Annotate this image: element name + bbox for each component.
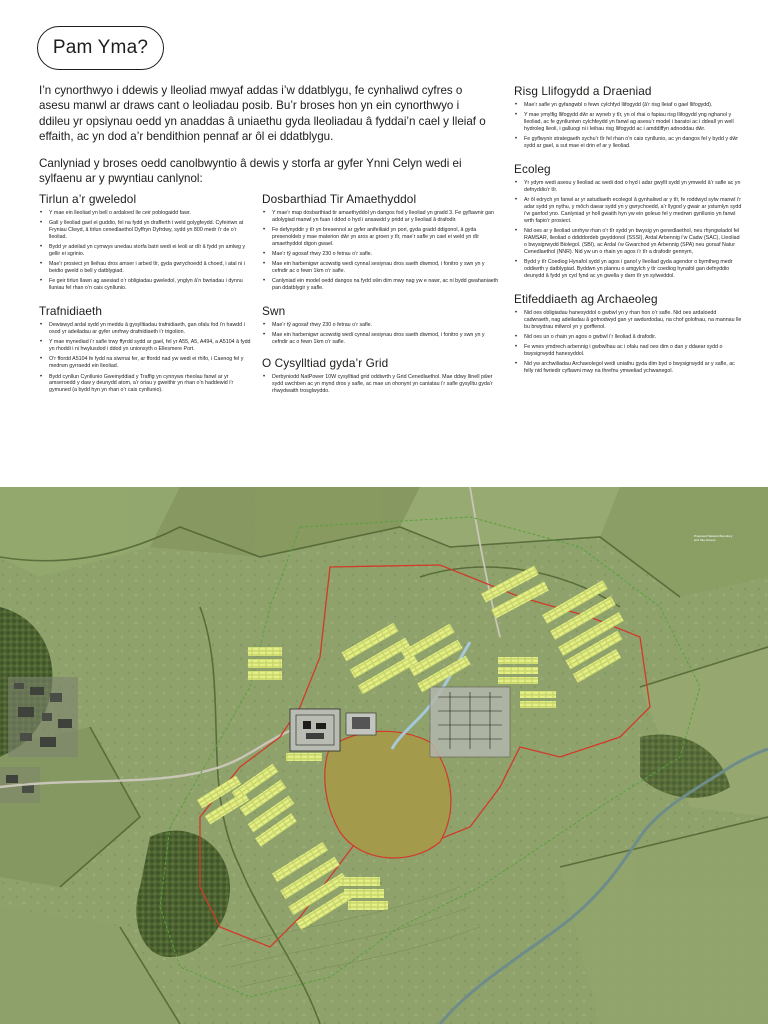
list-item: • Mae’r prosiect yn lleihau dros amser i arbed tîr, gyda gwrychoedd â choed, i atal ni i beidio gweld o bell y datblygiad.: [39, 261, 251, 275]
section-trafnidiaeth: [39, 304, 251, 394]
section-risg: [514, 84, 742, 150]
bullet-list: [39, 322, 251, 394]
list-item: • Mae’r tŷ agosaf rhwy 230 o fetrau o’r safle.: [262, 322, 500, 329]
page-title: Pam Yma?: [37, 26, 164, 70]
list-item: • Fe gyflwynir strategaeth sychu’r tîr fel rhan o’n cais cynllunio, ac yn dangos fel y bydd y dŵr sydd ar gael, a sut mae ei drin ef ar y lleoliad.: [514, 136, 742, 150]
section-heading: Tirlun a’r gweledol: [39, 192, 137, 206]
list-item: • Bydd yr adeilad yn cymwys unedau storfa batri wedi ei leoli ar dîr â fydd yn amlwg y gellir ei sgrinio.: [39, 244, 251, 258]
list-item: • Yr ydym wedi asesu y lleoliad ac wedi dod o hyd i adar gwyllt sydd yn ymweld â’r safle ac yn defnyddio’r tîr.: [514, 180, 742, 194]
section-heading: Risg Llifogydd a Draeniad: [514, 84, 652, 98]
list-item: • Dewiswyd ardal sydd yn meddu â gysylltiadau trafnidiaeth, gan ofalu fod i’n hawdd i osod yr adeiladau ar gyfer unrhwy drafnidiaeth i’r trigolion.: [39, 322, 251, 336]
list-item: • Nid yw archwiliadau Archaeolegol wedi uniathu gyda dim byd o bwysigrwydd ar y safle, ac felly nid fwriedir cyflawni mwy na threfnu ymweliad ychwanegol.: [514, 361, 742, 375]
list-item: • Nid oes un o rhain yn agos o gwbwl i’r lleoliad â drafodir.: [514, 334, 742, 341]
section-heading: Trafnidiaeth: [39, 304, 103, 319]
list-item: • Derbyniodd NatPower 10W cysylltiad grid oddiwrth y Grid Cenedlaethol. Mae ddwy llinell pŵer sydd uwchben ac yn mynd dros y safle, ac mae un ohonynt yn caniatau i’r safle gysylltu gyda’r rhwydwaith trosglwyddo.: [262, 374, 500, 395]
section-heading: Dosbarthiad Tir Amaethyddol: [262, 192, 417, 206]
list-item: • Y mae’r map dosbarthiad tir amaethyddol yn dangos fod y lleoliad yn gradd 3. Fe gyflawnir gan adolygiad manwl yn fuan i ddod o hyd i ansawdd y pridd ar y lleoliad â drafodir.: [262, 210, 500, 224]
section-ecoleg: [514, 162, 742, 280]
column-left: [39, 192, 251, 403]
list-item: • Fe geir tirlun llawn ag asesiad o’r obligiadau gweledol, ynglyn â’n bwriadau i dynnu lluniau fel rhan o’n cais cynllunio.: [39, 278, 251, 292]
aerial-map-graphic: [0, 487, 768, 1024]
list-item: • Y mae ymylfig llifogydd dŵr ar wyneb y tîr, yn ol rhai o fapiau risg llifogydd yng nghanol y lleoliad, ac fe gynlluniwn cylchfeydd yn fanwl ag asesu’r model i baratoi ac i ddeall yn well hydroleg lleoli, i galluogi ni i leihau risg llifogydd ac i amddiffyn adnoddau dŵr.: [514, 112, 742, 133]
bullet-list: [39, 210, 251, 292]
section-dosbarthiad: [262, 192, 500, 292]
bullet-list: [514, 310, 742, 375]
list-item: • Y mae mynediad i’r safle trwy ffyrdd sydd ar gael, fel yr A55, A5, A494, a A5104 â fydd yn rhoddi i ni hwylusdod i ddod yn unionsyth o Ellesmere Port.: [39, 339, 251, 353]
intro-paragraph-2: Canlyniad y broses oedd canolbwyntio â dewis y storfa ar gyfer Ynni Celyn wedi ei sylfaenu ar y pwyntiau canlynol:: [39, 156, 462, 186]
section-swn: [262, 304, 500, 346]
grid-compound: [430, 687, 510, 757]
list-item: • Nid oes obligiadau hanesyddol o gwbwl yn y rhan hon o’r safle. Nid oes ardaloedd cadwraeth, nag adeiladau â gofnodwyd gan yr awdurdodau, na chof golofnau, na mannau lle bu brwydrau milwrol yn y gorffenol.: [514, 310, 742, 331]
intro-paragraph-1: I’n cynorthwyo i ddewis y lleoliad mwyaf addas i’w ddatblygu, fe cynhaliwd cyfres o asesu manwl ar draws cant o leoliadau posib. Bu’r broses hon yn ein cynorthwyo i ddileu yr opsiynau oedd yn anaddas â uniaethu gyda lleoliadau â fyddai’n cael y lleiaf o effaith, ac yn dod a’r bendithion pennaf ar ôl ei ddatblygu.: [39, 84, 486, 144]
list-item: • Mae ein harbenigwr acowstig wedi cynnal sesiynau dros saeth diwmod, i fonitro y swn yn y cefndir ac o fewn 1km o’r safle.: [262, 332, 500, 346]
list-item: • Bydd y tîr Coediog Hynafol sydd yn agos i ganol y lleoliad gyda agendor o bymtheg medr oddiwrth y datblygiad. Byddwn yn plannu o amgylch y tîr coediog hynafol gan defnyddio deunydd â fydd yn cyd fynd ac yn gwella y darn tîr yn sylweddol.: [514, 259, 742, 280]
bullet-list: [262, 374, 500, 395]
list-item: • Fe wnes ymdrech arbennig i gwbwlhau ac i ofalu nad oes dim o dan y ddaear sydd o bwysigrwydd hanesyddol.: [514, 344, 742, 358]
bullet-list: [514, 180, 742, 280]
section-tirlun: [39, 192, 251, 292]
map-legend-label: Proposed Network Boundary and Site Access: [694, 534, 733, 542]
section-heading: Ecoleg: [514, 162, 551, 177]
list-item: • Gall y lleoliad gael ei guddio, fel na fydd yn drafferth i weld golygfeydd. Cyfeiriwn at Fryniau Clwyd, â tirlun cenedlaethol Dyffryn Dyfrdwy, sydd yn 800 medr i’r de o’r lleoliad.: [39, 220, 251, 241]
list-item: • Ar ôl edrych yn fanwl ar yr astudiaeth ecolegol â gynhaliwd ar y tîr, fe roddwyd sylw manwl i’r adar sydd yn nythu, y môch daear sydd yn y gwrychoedd, a’r llygod y gwair ar ystumlyn sydd i’w ganfod yno. Canlyniad yr holl gwaith hyn yw ein goleuo fel y medrwn gynllunio yn fanwl wrth fapio’r prosiect.: [514, 197, 742, 225]
list-item: • Mae ein harbenigwr acowstig wedi cynnal sesiynau dros saeth diwmod, i fonitro y swn yn y cefndir ac o fewn 1km o’r safle.: [262, 261, 500, 275]
section-heading: Swn: [262, 304, 286, 319]
column-right: [514, 84, 742, 384]
list-item: • Mae’r safle yn gyfangwbl o fewn cylchfyd llifogydd (â’r risg lleiaf o gael llifogydd).: [514, 102, 742, 109]
list-item: • Canlyniad ein model oedd dangos na fydd sŵn dim mwy nag yw e nawr, ac ni bydd gwahaniaeth pan ddatblygir y safle.: [262, 278, 500, 292]
section-etifeddiaeth: [514, 292, 742, 375]
list-item: • Nid oes ar y lleoliad unrhyw rhan o’r tîr sydd yn bwysig yn genedlaethol, neu rhyngwladol fel RAMSAR, lleoliad o ddiddordeb gwyddonol (SSSI), Ardal Arbennig i’w Cadw (SAC), Lleoliad o bwysigrwydd Biolegol. (SBI), ac Ardal i’w Gwarchod yn Arbennig (SPA) neu gorsaf Natur Cenedlaethol (NNR). Nid yw un o rhain yn agos i’r tîr a drafodir gennym,: [514, 228, 742, 256]
section-heading: Etifeddiaeth ag Archaeoleg: [514, 291, 658, 306]
bullet-list: [514, 102, 742, 150]
section-grid: [262, 356, 500, 395]
list-item: • Bydd cynllun Cynllunio Gweinyddiad y Traffig yn cynnyws rheolau fanwl ar yr amseroedd y daw y deunydd atom, a’r oriau y gweithir yn rhan o’n haddewid i’r gymuned (a bydd hyn yn rhan o’r cais cynllunio).: [39, 374, 251, 395]
intro-text: [39, 83, 491, 197]
list-item: • Y mae ein lleoliad yn bell o ardaloed lle ceir poblogaidd fawr.: [39, 210, 251, 217]
list-item: • O’r ffordd A5104 fe fydd na siwrnai fer, ar ffordd nad yw wedi ei rhifo, i Caenog fel y medrwn gyrraedd ein lleoliad.: [39, 356, 251, 370]
section-heading: O Cysylltiad gyda’r Grid: [262, 356, 389, 371]
bullet-list: [262, 210, 500, 292]
site-layout-map: [0, 487, 768, 1024]
list-item: • Mae’r tŷ agosaf rhwy 230 o fetrau o’r safle.: [262, 251, 500, 258]
list-item: • Fe defynyddir y tîr yn bresennol ar gyfer anifeiliaid yn pori, gyda gradd ddigonol, â gyda presenoldeb y mae materion dŵr yn aros ar groen y tîr, mae’r safle yn cael ei weld yn dîr amaethyddol digon gwael.: [262, 227, 500, 248]
column-middle: [262, 192, 500, 404]
bullet-list: [262, 322, 500, 346]
